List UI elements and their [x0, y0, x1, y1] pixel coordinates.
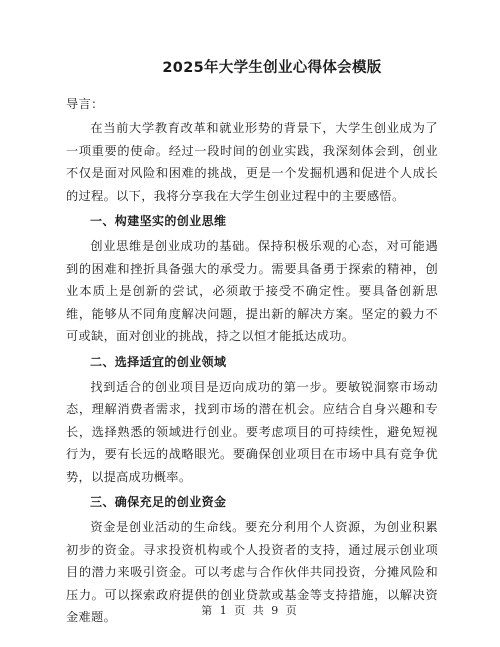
intro-paragraph: 在当前大学教育改革和就业形势的背景下，大学生创业成为了一项重要的使命。经过一段时间的创业实践，我深刻体会到，创业不仅是面对风险和困难的挑战，更是一个发掘机遇和促进个人成长的过程。以下，我将分享我在大学生创业过程中的主要感悟。	[66, 121, 438, 203]
page-footer: 第 1 页 共 9 页	[201, 604, 299, 617]
lead-label: 导言：	[66, 97, 104, 111]
section-heading-2: 二、选择适宜的创业领域	[90, 354, 227, 369]
document-title: 2025年大学生创业心得体会模版	[162, 60, 382, 76]
section-body-2: 找到适合的创业项目是迈向成功的第一步。要敏锐洞察市场动态，理解消费者需求，找到市场的潜在机会。应结合自身兴趣和专长，选择熟悉的领域进行创业。要考虑项目的可持续性，避免短视行为，要有长远的战略眼光。要确保创业项目在市场中具有竞争优势，以提高成功概率。	[66, 379, 438, 484]
section-body-1: 创业思维是创业成功的基础。保持积极乐观的心态，对可能遇到的困难和挫折具备强大的承受力。需要具备勇于探索的精神，创业本质上是创新的尝试，必须敢于接受不确定性。要具备创新思维，能够从不同角度解决问题，提出新的解决方案。坚定的毅力不可或缺，面对创业的挑战，持之以恒才能抵达成功。	[66, 239, 438, 343]
section-heading-3: 三、确保充足的创业资金	[90, 495, 227, 509]
section-body-3: 资金是创业活动的生命线。要充分利用个人资源，为创业积累初步的资金。寻求投资机构或个人投资者的支持，通过展示创业项目的潜力来吸引资金。可以考虑与合作伙伴共同投资，分摊风险和压力。可以探索政府提供的创业贷款或基金等支持措施，以解决资金难题。	[66, 520, 438, 624]
section-heading-1: 一、构建坚实的创业思维	[90, 214, 227, 228]
